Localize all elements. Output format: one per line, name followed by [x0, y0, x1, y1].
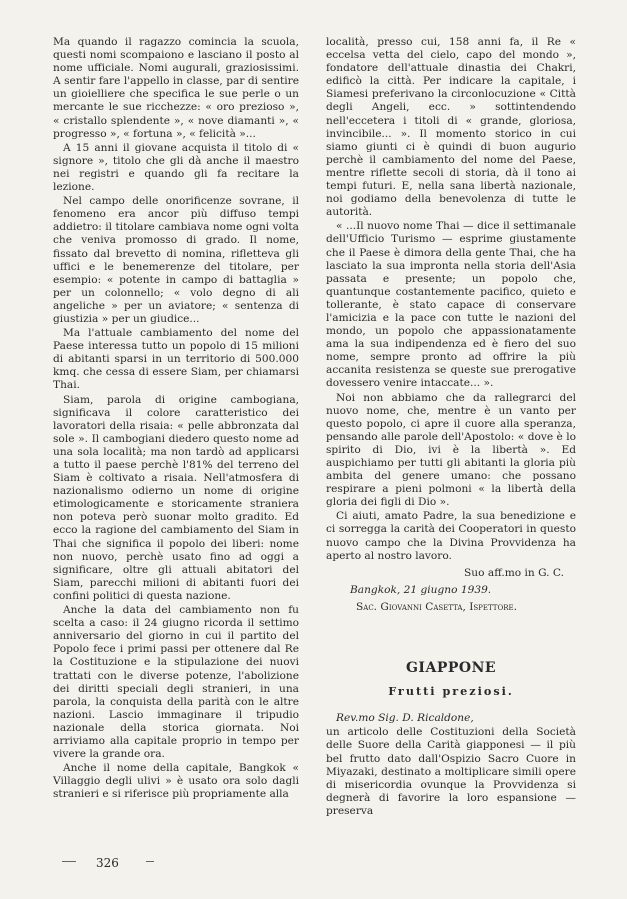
paragraph: un articolo delle Costituzioni della Società delle Suore della Carità giapponesi — il più bel frutto dato dall'Ospizio Sacro Cuore in Miyazaki, destinato a moltiplicare simili opere di misericordia ovunque la Provvidenza si degnerà di favorire la loro espansione — preserva	[326, 726, 576, 817]
paragraph: A 15 anni il giovane acquista il titolo di « signore », titolo che gli dà anche il maestro nei registri e quando gli fa recitare la lezione.	[53, 141, 299, 194]
salutation: Rev.mo Sig. D. Ricaldone,	[336, 712, 474, 725]
signer: Sac. Giovanni Casetta, Ispettore.	[356, 600, 517, 613]
right-column	[326, 36, 576, 819]
paragraph: Noi non abbiamo che da rallegrarci del nuovo nome, che, mentre è un vanto per questo popolo, ci apre il cuore alla speranza, pensando alle parole dell'Apostolo: « dove è lo spirito di Dio, ivi è la libertà ». Ed auspichiamo per tutti gli abitanti la gloria più ambita del genere umano: che possano respirare a pieni polmoni « la libertà della gloria dei figli di Dio ».	[326, 391, 576, 509]
section-subtitle: Frutti preziosi.	[388, 684, 514, 699]
left-column	[53, 36, 299, 802]
paragraph: Ci aiuti, amato Padre, la sua benedizione e ci sorregga la carità dei Cooperatori in questo nuovo campo che la Divina Provvidenza ha aperto al nostro lavoro.	[326, 510, 576, 562]
signoff: Suo aff.mo in G. C.	[464, 566, 564, 579]
paragraph: località, presso cui, 158 anni fa, il Re « eccelsa vetta del cielo, capo del mondo », fondatore dell'attuale dinastia dei Chakri, edificò la città. Per indicare la capitale, i Siamesi preferivano la circonlocuzione « Città degli Angeli, ecc. » sottintendendo nell'eccetera i titoli di « grande, gloriosa, invincibile... ». Il momento storico in cui siamo giunti ci è quindi di buon augurio perchè il cambiamento del nome del Paese, mentre riflette secoli di storia, dà il tono ai tempi futuri. E, nella sana libertà nazionale, noi godiamo della benevolenza di tutte le autorità.	[326, 36, 576, 219]
folio-rule	[62, 861, 76, 862]
dateline: Bangkok, 21 giugno 1939.	[350, 583, 492, 596]
paragraph: Ma quando il ragazzo comincia la scuola, questi nomi scompaiono e lasciano il posto al nome ufficiale. Nomi augurali, graziosissimi. A sentir fare l'appello in classe, par di sentire un gioielliere che specifica le sue perle o un mercante le sue ricchezze: « oro prezioso », « cristallo splendente », « nove diamanti », « progresso », « fortuna », « felicità »...	[53, 36, 299, 140]
folio-rule	[146, 861, 154, 862]
paragraph: Ma l'attuale cambiamento del nome del Paese interessa tutto un popolo di 15 milioni di abitanti sparsi in un territorio di 500.000 kmq. che cessa di essere Siam, per chiamarsi Thai.	[53, 327, 299, 392]
section-title: GIAPPONE	[405, 660, 497, 677]
paragraph: Siam, parola di origine cambogiana, significava il colore caratteristico dei lavoratori della risaia: « pelle abbronzata dal sole ». Il cambogiani diedero questo nome ad una sola località; ma non tardò ad applicarsi a tutto il paese perchè l'81% del terreno del Siam è coltivato a risaia. Nell'atmosfera di nazionalismo odierno un nome di origine etimologicamente e storicamente straniera non poteva però suonar molto gradito. Ed ecco la ragione del cambiamento del Siam in Thai che significa il popolo dei liberi: nome non nuovo, perchè usato fino ad oggi a significare, oltre gli attuali abitatori del Siam, parecchi milioni di abitanti fuori dei confini politici di questa nazione.	[53, 393, 299, 602]
paragraph: Anche la data del cambiamento non fu scelta a caso: il 24 giugno ricorda il settimo anniversario del giorno in cui il partito del Popolo fece i primi passi per ottenere dal Re la Costituzione e la stipulazione dei nuovi trattati con le diverse potenze, l'abolizione dei diritti speciali degli stranieri, in una parola, la conquista della parità con le altre nazioni. Lascio immaginare il tripudio nazionale della storica giornata. Noi arriviamo alla capitale proprio in tempo per vivere la grande ora.	[53, 604, 299, 761]
page-number: 326	[96, 856, 119, 870]
paragraph: « ...Il nuovo nome Thai — dice il settimanale dell'Ufficio Turismo — esprime giustamente che il Paese è dimora della gente Thai, che ha lasciato la sua impronta nella storia dell'Asia passata e presente; un popolo che, quantunque costantemente pacifico, quieto e tollerante, è stato capace di conservare l'amicizia e la pace con tutte le nazioni del mondo, un popolo che appassionatamente ama la sua indipendenza ed è fiero del suo nome, sempre pronto ad offrire la più accanita resistenza se queste sue prerogative dovessero venire intaccate... ».	[326, 220, 576, 390]
paragraph: Anche il nome della capitale, Bangkok « Villaggio degli ulivi » è usato ora solo dagli stranieri e si riferisce più propriamente alla	[53, 762, 299, 801]
paragraph: Nel campo delle onorificenze sovrane, il fenomeno era ancor più diffuso tempi addietro: il titolare cambiava nome ogni volta che veniva promosso di grado. Il nome, fissato dal brevetto di nomina, rifletteva gli uffici e le benemerenze del titolare, per esempio: « potente in campo di battaglia » per un colonnello; « volo degno di ali angeliche » per un aviatore; « sentenza di giustizia » per un giudice...	[53, 195, 299, 325]
